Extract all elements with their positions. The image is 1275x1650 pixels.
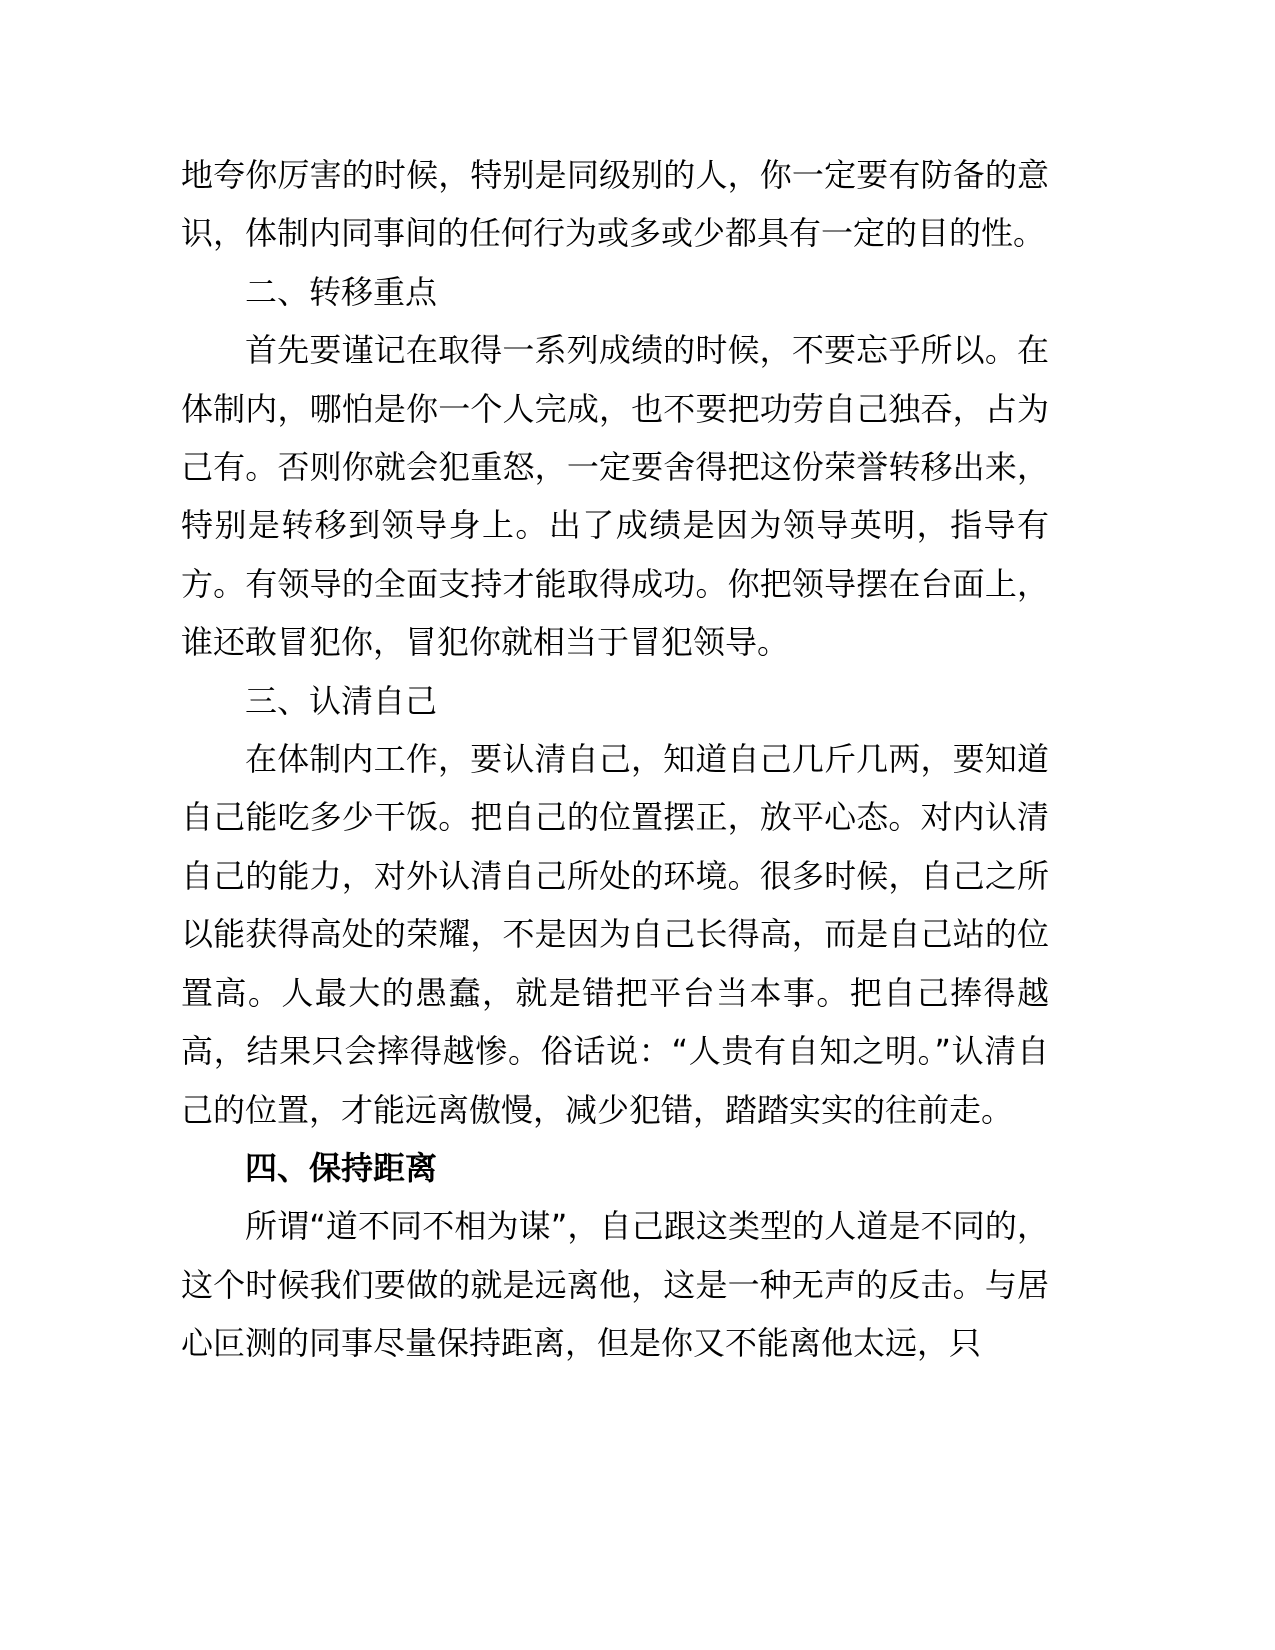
paragraph-section-4: 所谓“道不同不相为谋”，自己跟这类型的人道是不同的，这个时候我们要做的就是远离他，这是一种无声的反击。与居心叵测的同事尽量保持距离，但是你又不能离他太远，只 [181,1207,1049,1363]
section-heading-3: 三、认清自己 [245,681,438,720]
paragraph-section-2: 首先要谨记在取得一系列成绩的时候，不要忘乎所以。在体制内，哪怕是你一个人完成，也不要把功劳自己独吞，占为己有。否则你就会犯重怒，一定要舍得把这份荣誉转移出来，特别是转移到领导身上。出了成绩是因为领导英明，指导有方。有领导的全面支持才能取得成功。你把领导摆在台面上，谁还敢冒犯你，冒犯你就相当于冒犯领导。 [181,331,1049,662]
section-heading-4: 四、保持距离 [245,1148,438,1187]
paragraph-continuation: 地夸你厉害的时候，特别是同级别的人，你一定要有防备的意识，体制内同事间的任何行为或多或少都具有一定的目的性。 [181,156,1049,253]
paragraph-section-3: 在体制内工作，要认清自己，知道自己几斤几两，要知道自己能吃多少干饭。把自己的位置摆正，放平心态。对内认清自己的能力，对外认清自己所处的环境。很多时候，自己之所以能获得高处的荣耀，不是因为自己长得高，而是自己站的位置高。人最大的愚蠢，就是错把平台当本事。把自己捧得越高，结果只会摔得越惨。俗话说：“人贵有自知之明。”认清自己的位置，才能远离傲慢，减少犯错，踏踏实实的往前走。 [181,740,1049,1129]
section-heading-2: 二、转移重点 [245,272,438,311]
document-body [181,146,1049,1373]
